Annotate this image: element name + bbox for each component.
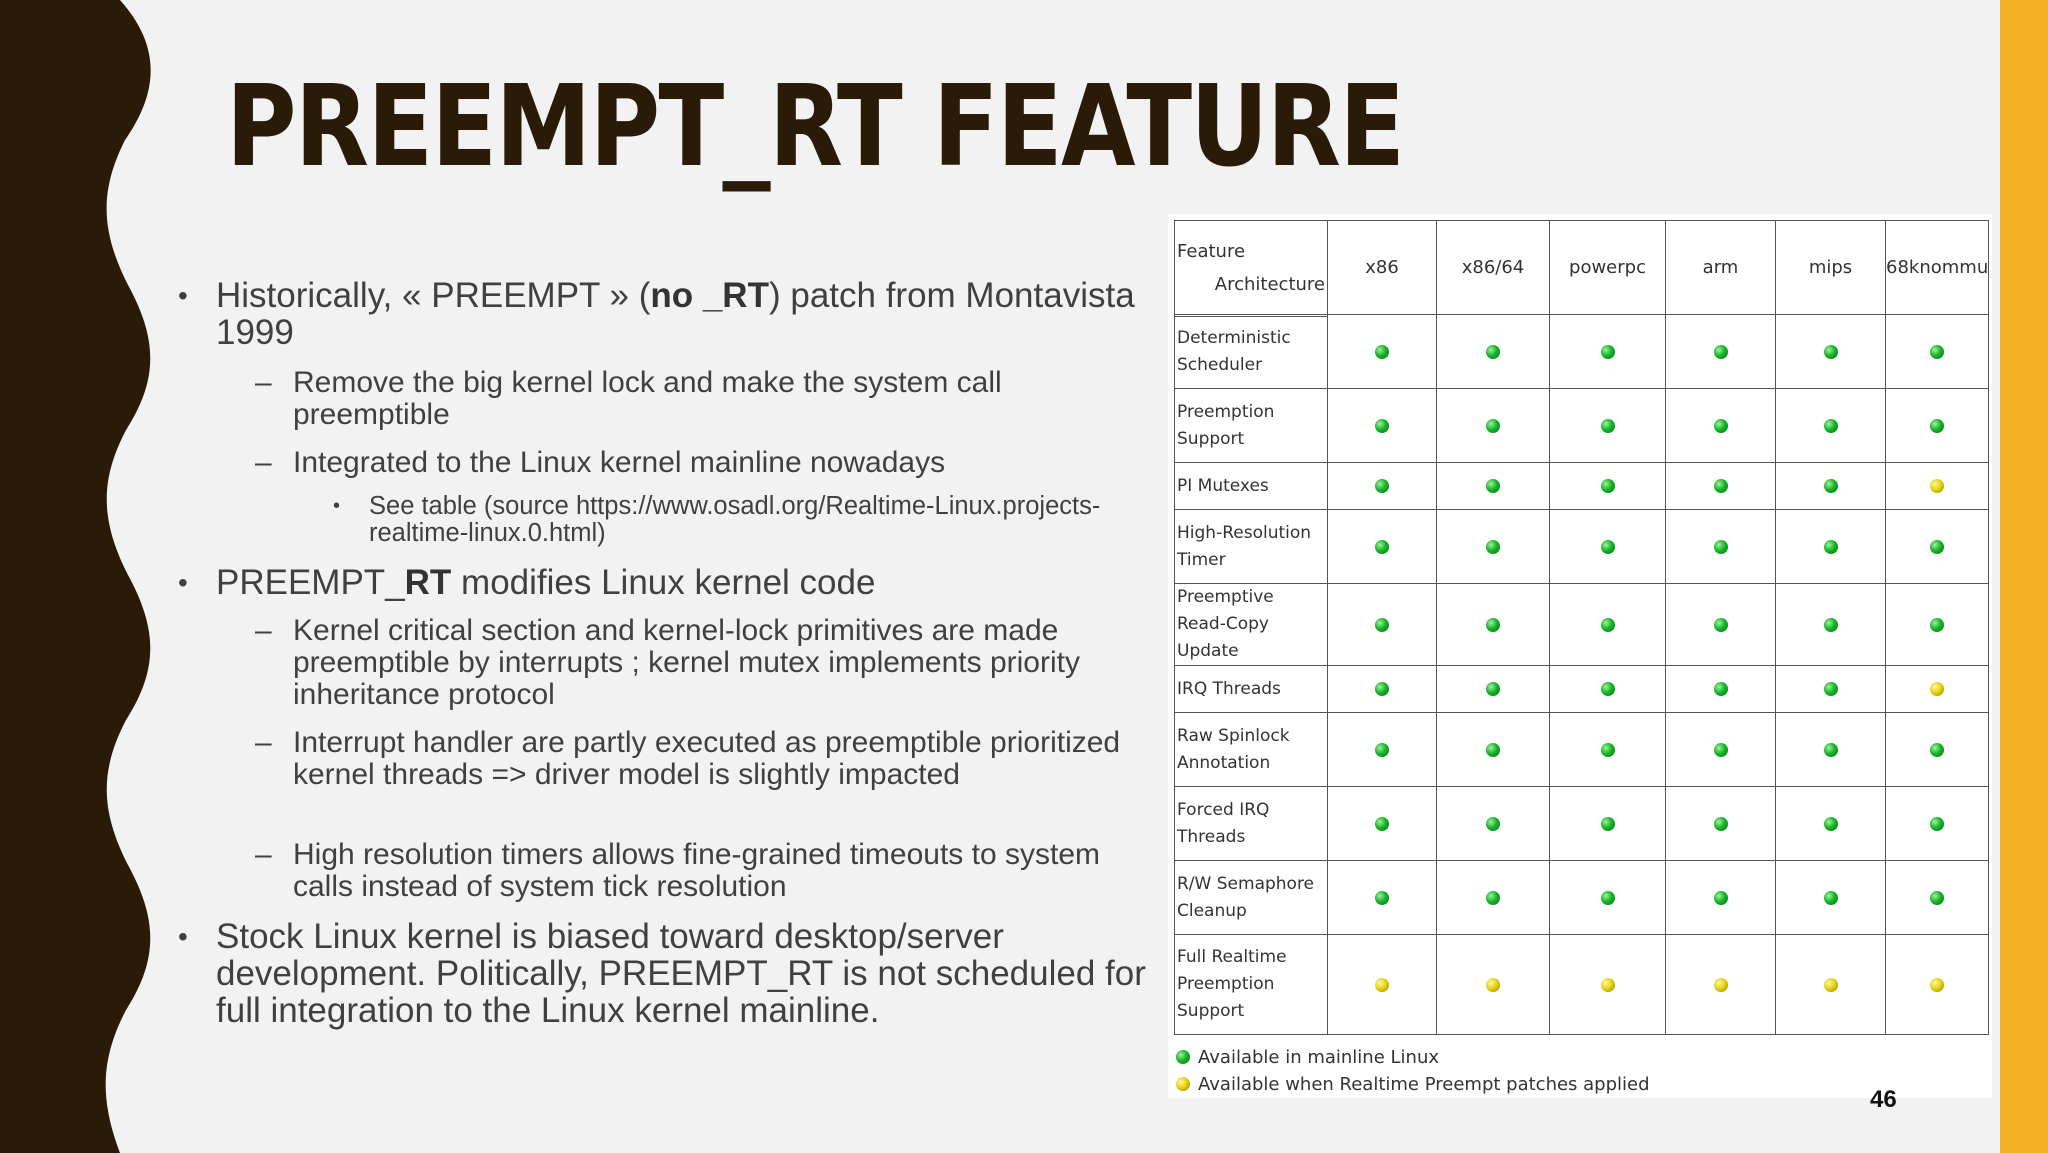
status-cell — [1666, 389, 1776, 463]
right-accent-bar — [2000, 0, 2048, 1153]
small-bullet-icon: • — [333, 495, 341, 517]
status-cell — [1666, 315, 1776, 389]
green-dot-icon — [1714, 479, 1728, 493]
yellow-dot-icon — [1930, 479, 1944, 493]
subbullet-text: High resolution timers allows fine-grained timeouts to system calls instead of system tick resolution — [293, 838, 1100, 903]
status-cell — [1328, 787, 1437, 861]
status-cell — [1886, 861, 1989, 935]
status-cell — [1886, 315, 1989, 389]
table-row — [1175, 389, 1989, 463]
status-cell — [1550, 463, 1666, 510]
status-cell — [1550, 666, 1666, 713]
status-cell — [1776, 510, 1886, 584]
arch-header-68knommu: 68knommu — [1886, 221, 1989, 315]
status-cell — [1437, 584, 1550, 666]
green-dot-icon — [1601, 618, 1615, 632]
status-cell — [1550, 861, 1666, 935]
status-cell — [1328, 510, 1437, 584]
status-cell — [1776, 463, 1886, 510]
green-dot-icon — [1601, 540, 1615, 554]
table-body — [1175, 315, 1989, 1035]
green-dot-icon — [1930, 743, 1944, 757]
bullet-text: modifies Linux kernel code — [451, 563, 876, 602]
legend-label: Available in mainline Linux — [1198, 1047, 1440, 1068]
green-dot-icon — [1714, 743, 1728, 757]
green-dot-icon — [1714, 345, 1728, 359]
green-dot-icon — [1375, 540, 1389, 554]
table-corner-cell — [1175, 221, 1328, 315]
green-dot-icon — [1375, 891, 1389, 905]
bullet-text: PREEMPT_ — [216, 563, 405, 602]
green-dot-icon — [1601, 419, 1615, 433]
status-cell — [1666, 861, 1776, 935]
legend-label: Available when Realtime Preempt patches applied — [1198, 1074, 1650, 1095]
table-row — [1175, 315, 1989, 389]
status-cell — [1437, 315, 1550, 389]
yellow-dot-icon — [1486, 978, 1500, 992]
status-cell — [1437, 935, 1550, 1035]
green-dot-icon — [1824, 540, 1838, 554]
feature-name-cell: Deterministic Scheduler — [1175, 315, 1328, 389]
bullet-text: ) patch from Montavista 1999 — [216, 276, 1135, 352]
status-cell — [1328, 935, 1437, 1035]
feature-name-cell: R/W Semaphore Cleanup — [1175, 861, 1328, 935]
green-dot-icon — [1486, 817, 1500, 831]
green-dot-icon — [1486, 345, 1500, 359]
green-dot-icon — [1714, 891, 1728, 905]
arch-header-x86-64: x86/64 — [1437, 221, 1550, 315]
status-cell — [1886, 463, 1989, 510]
status-cell — [1328, 666, 1437, 713]
status-cell — [1437, 666, 1550, 713]
feature-table — [1174, 220, 1989, 1035]
status-cell — [1550, 510, 1666, 584]
bullet-text: Stock Linux kernel is biased toward desktop/server development. Politically, PREEMPT_RT is not scheduled for full integration to the Linux kernel mainline. — [216, 917, 1146, 1030]
status-cell — [1437, 389, 1550, 463]
table-row — [1175, 666, 1989, 713]
feature-name-cell: Preemptive Read-Copy Update — [1175, 584, 1328, 666]
status-cell — [1328, 389, 1437, 463]
bullet-preempt-rt — [178, 563, 1146, 602]
table-row — [1175, 713, 1989, 787]
status-cell — [1776, 666, 1886, 713]
green-dot-icon — [1824, 479, 1838, 493]
bullet-dot-icon: • — [178, 921, 188, 952]
page-number: 46 — [1870, 1086, 1897, 1113]
status-cell — [1328, 463, 1437, 510]
green-dot-icon — [1824, 891, 1838, 905]
green-dot-icon — [1824, 419, 1838, 433]
subbullet-high-res-timers — [255, 838, 1133, 903]
subbullet-integrated — [255, 446, 1133, 479]
subbullet-text: Remove the big kernel lock and make the system call preemptible — [293, 366, 1002, 431]
status-cell — [1886, 713, 1989, 787]
green-dot-icon — [1601, 682, 1615, 696]
green-dot-icon — [1714, 540, 1728, 554]
feature-name-cell: Raw Spinlock Annotation — [1175, 713, 1328, 787]
feature-label: Feature — [1177, 240, 1246, 262]
dash-icon: – — [255, 838, 272, 871]
status-cell — [1666, 787, 1776, 861]
green-dot-icon — [1824, 817, 1838, 831]
feature-name-cell: Full Realtime Preemption Support — [1175, 935, 1328, 1035]
arch-header-arm: arm — [1666, 221, 1776, 315]
green-dot-icon — [1176, 1050, 1190, 1064]
green-dot-icon — [1714, 682, 1728, 696]
subbullet-text: Integrated to the Linux kernel mainline nowadays — [293, 446, 946, 479]
status-cell — [1886, 666, 1989, 713]
architecture-label: Architecture — [1214, 273, 1325, 295]
green-dot-icon — [1714, 618, 1728, 632]
green-dot-icon — [1486, 743, 1500, 757]
status-cell — [1886, 787, 1989, 861]
dash-icon: – — [255, 446, 272, 479]
table-row — [1175, 510, 1989, 584]
yellow-dot-icon — [1930, 978, 1944, 992]
feature-name-cell: PI Mutexes — [1175, 463, 1328, 510]
status-cell — [1550, 713, 1666, 787]
green-dot-icon — [1930, 419, 1944, 433]
green-dot-icon — [1375, 345, 1389, 359]
bullet-bold-text: no _RT — [650, 276, 769, 315]
status-cell — [1776, 315, 1886, 389]
green-dot-icon — [1486, 682, 1500, 696]
table-header-row — [1175, 221, 1989, 315]
green-dot-icon — [1375, 682, 1389, 696]
green-dot-icon — [1714, 817, 1728, 831]
dash-icon: – — [255, 614, 272, 647]
status-cell — [1328, 713, 1437, 787]
status-cell — [1776, 861, 1886, 935]
feature-table-panel — [1168, 214, 1992, 1098]
status-cell — [1328, 584, 1437, 666]
status-cell — [1550, 584, 1666, 666]
legend-item-patch — [1176, 1071, 1650, 1098]
status-cell — [1886, 584, 1989, 666]
status-cell — [1666, 510, 1776, 584]
green-dot-icon — [1930, 891, 1944, 905]
arch-header-powerpc: powerpc — [1550, 221, 1666, 315]
feature-name-cell: Forced IRQ Threads — [1175, 787, 1328, 861]
status-cell — [1437, 463, 1550, 510]
green-dot-icon — [1824, 743, 1838, 757]
status-cell — [1776, 713, 1886, 787]
green-dot-icon — [1824, 618, 1838, 632]
green-dot-icon — [1601, 479, 1615, 493]
status-cell — [1550, 787, 1666, 861]
status-cell — [1437, 787, 1550, 861]
green-dot-icon — [1930, 618, 1944, 632]
subsubbullet-text: See table (source https://www.osadl.org/Realtime-Linux.projects-realtime-linux.0.html) — [369, 492, 1101, 547]
green-dot-icon — [1601, 743, 1615, 757]
subbullet-remove-bkl — [255, 366, 1133, 431]
green-dot-icon — [1486, 540, 1500, 554]
green-dot-icon — [1930, 540, 1944, 554]
bullet-text: Historically, « PREEMPT » ( — [216, 276, 651, 315]
yellow-dot-icon — [1601, 978, 1615, 992]
green-dot-icon — [1375, 419, 1389, 433]
status-cell — [1886, 389, 1989, 463]
status-cell — [1776, 389, 1886, 463]
green-dot-icon — [1375, 817, 1389, 831]
green-dot-icon — [1601, 817, 1615, 831]
status-cell — [1776, 935, 1886, 1035]
bullet-stock-kernel — [178, 917, 1146, 1030]
arch-header-mips: mips — [1776, 221, 1886, 315]
status-cell — [1886, 935, 1989, 1035]
yellow-dot-icon — [1930, 682, 1944, 696]
green-dot-icon — [1601, 891, 1615, 905]
status-cell — [1328, 315, 1437, 389]
status-cell — [1666, 666, 1776, 713]
table-row — [1175, 861, 1989, 935]
yellow-dot-icon — [1824, 978, 1838, 992]
status-cell — [1328, 861, 1437, 935]
table-row — [1175, 935, 1989, 1035]
dash-icon: – — [255, 726, 272, 759]
status-cell — [1666, 584, 1776, 666]
status-cell — [1437, 861, 1550, 935]
yellow-dot-icon — [1714, 978, 1728, 992]
status-cell — [1666, 713, 1776, 787]
yellow-dot-icon — [1375, 978, 1389, 992]
feature-name-cell: Preemption Support — [1175, 389, 1328, 463]
status-cell — [1437, 713, 1550, 787]
table-row — [1175, 584, 1989, 666]
status-cell — [1886, 510, 1989, 584]
table-row — [1175, 463, 1989, 510]
green-dot-icon — [1375, 479, 1389, 493]
green-dot-icon — [1714, 419, 1728, 433]
subbullet-interrupt-handler — [255, 726, 1133, 791]
slide-title: PREEMPT_RT FEATURE — [226, 62, 1404, 192]
table-row — [1175, 787, 1989, 861]
status-cell — [1550, 389, 1666, 463]
green-dot-icon — [1930, 345, 1944, 359]
bullet-dot-icon: • — [178, 280, 188, 311]
green-dot-icon — [1486, 479, 1500, 493]
legend-item-mainline — [1176, 1044, 1650, 1071]
status-cell — [1550, 935, 1666, 1035]
green-dot-icon — [1375, 743, 1389, 757]
green-dot-icon — [1930, 817, 1944, 831]
arch-header-x86: x86 — [1328, 221, 1437, 315]
bullet-dot-icon: • — [178, 567, 188, 598]
yellow-dot-icon — [1176, 1077, 1190, 1091]
status-cell — [1776, 584, 1886, 666]
subsubbullet-see-table — [333, 492, 1129, 547]
green-dot-icon — [1486, 891, 1500, 905]
subbullet-text: Kernel critical section and kernel-lock primitives are made preemptible by interrupts ; kernel mutex implements priority inheritance protocol — [293, 614, 1080, 711]
green-dot-icon — [1601, 345, 1615, 359]
status-cell — [1666, 935, 1776, 1035]
dash-icon: – — [255, 366, 272, 399]
table-legend — [1176, 1044, 1650, 1098]
green-dot-icon — [1486, 419, 1500, 433]
status-cell — [1437, 510, 1550, 584]
green-dot-icon — [1486, 618, 1500, 632]
bullet-historically — [178, 276, 1146, 352]
feature-name-cell: IRQ Threads — [1175, 666, 1328, 713]
green-dot-icon — [1375, 618, 1389, 632]
green-dot-icon — [1824, 345, 1838, 359]
bullet-bold-text: RT — [404, 563, 452, 602]
status-cell — [1776, 787, 1886, 861]
status-cell — [1550, 315, 1666, 389]
subbullet-text: Interrupt handler are partly executed as preemptible prioritized kernel threads => driver model is slightly impacted — [293, 726, 1121, 791]
green-dot-icon — [1824, 682, 1838, 696]
status-cell — [1666, 463, 1776, 510]
feature-name-cell: High-Resolution Timer — [1175, 510, 1328, 584]
subbullet-critical-section — [255, 614, 1133, 711]
